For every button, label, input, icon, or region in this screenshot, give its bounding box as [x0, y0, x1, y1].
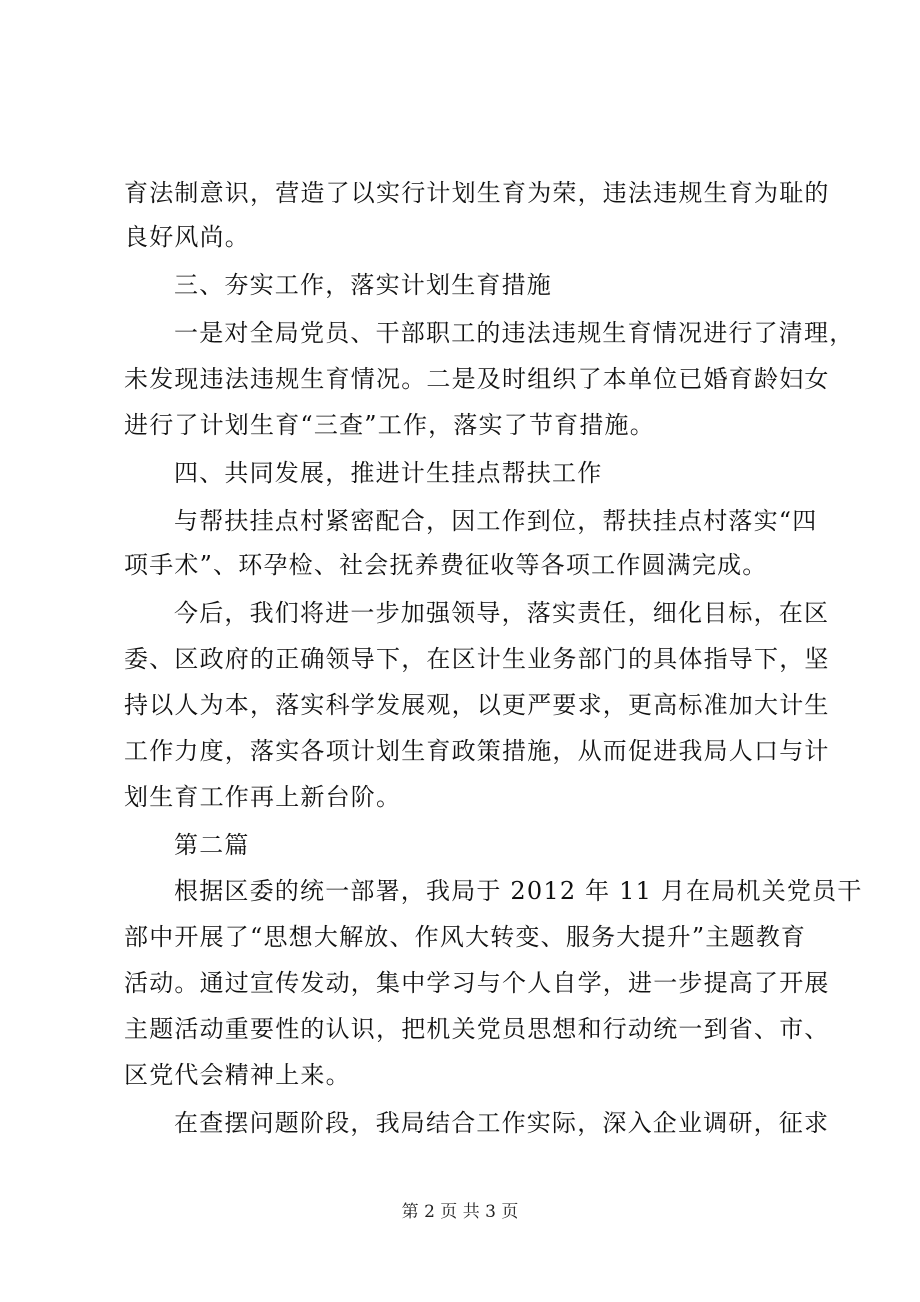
section-heading: 四、共同发展，推进计生挂点帮扶工作 — [174, 459, 603, 487]
text-line: 良好风尚。 — [124, 223, 250, 251]
section-heading: 第二篇 — [174, 831, 250, 859]
text-line: 部中开展了“思想大解放、作风大转变、服务大提升”主题教育 — [124, 923, 807, 951]
text-line: 育法制意识，营造了以实行计划生育为荣，违法违规生育为耻的 — [124, 179, 830, 207]
text-line: 委、区政府的正确领导下，在区计生业务部门的具体指导下，坚 — [124, 645, 830, 673]
text-line: 划生育工作再上新台阶。 — [124, 783, 402, 811]
page-footer: 第 2 页 共 3 页 — [401, 1202, 519, 1222]
text-line: 项手术”、环孕检、社会抚养费征收等各项工作圆满完成。 — [124, 551, 768, 579]
text-line: 活动。通过宣传发动，集中学习与个人自学，进一步提高了开展 — [124, 969, 830, 997]
text-line: 工作力度，落实各项计划生育政策措施，从而促进我局人口与计 — [124, 737, 830, 765]
text-line: 与帮扶挂点村紧密配合，因工作到位，帮扶挂点村落实“四 — [174, 507, 818, 535]
text-line: 进行了计划生育“三查”工作，落实了节育措施。 — [124, 411, 655, 439]
text-line: 未发现违法违规生育情况。二是及时组织了本单位已婚育龄妇女 — [124, 365, 830, 393]
text-line: 持以人为本，落实科学发展观，以更严要求，更高标准加大计生 — [124, 691, 830, 719]
text-line: 区党代会精神上来。 — [124, 1061, 351, 1089]
text-line: 主题活动重要性的认识，把机关党员思想和行动统一到省、市、 — [124, 1015, 830, 1043]
text-line: 今后，我们将进一步加强领导，落实责任，细化目标，在区 — [174, 599, 830, 627]
text-line: 根据区委的统一部署，我局于 2012 年 11 月在局机关党员干 — [174, 877, 863, 905]
text-line: 在查摆问题阶段，我局结合工作实际，深入企业调研，征求 — [174, 1109, 830, 1137]
text-line: 一是对全局党员、干部职工的违法违规生育情况进行了清理， — [174, 319, 855, 347]
section-heading: 三、夯实工作，落实计划生育措施 — [174, 271, 552, 299]
